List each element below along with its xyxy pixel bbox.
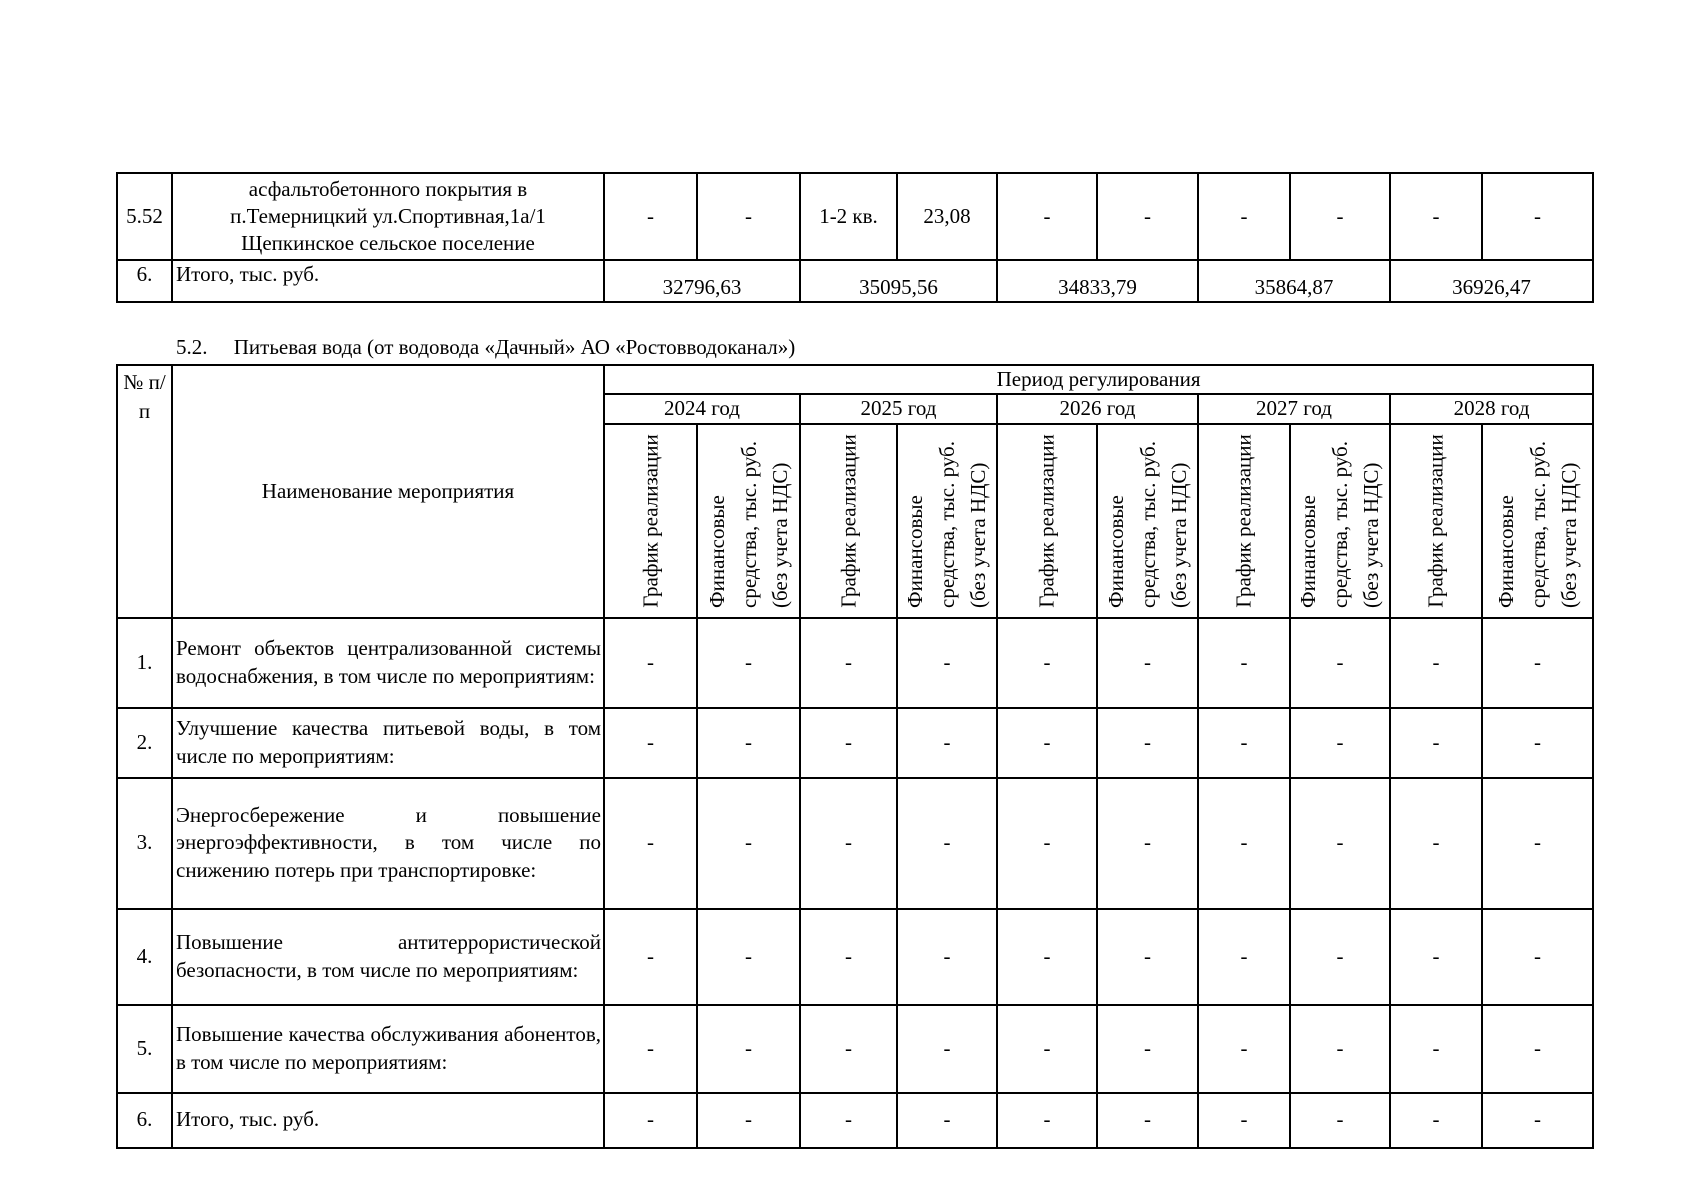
finance-cell: 23,08 <box>897 173 997 260</box>
measure-name: Повышение качества обслуживания абонентов, в том числе по мероприятиям: <box>172 1005 604 1093</box>
schedule-cell: - <box>604 708 697 778</box>
header-schedule: График реализации <box>1231 433 1256 608</box>
schedule-cell: - <box>1198 708 1290 778</box>
finance-cell: - <box>1290 909 1390 1005</box>
finance-cell: - <box>1097 1005 1198 1093</box>
schedule-cell: - <box>1198 618 1290 708</box>
finance-cell: - <box>697 618 800 708</box>
finance-cell: - <box>897 1005 997 1093</box>
table-row <box>117 618 1593 708</box>
header-number: № п/п <box>117 365 172 618</box>
finance-cell: - <box>1482 1005 1593 1093</box>
schedule-cell: - <box>800 708 897 778</box>
finance-cell: - <box>897 909 997 1005</box>
schedule-cell: 1-2 кв. <box>800 173 897 260</box>
table-row <box>117 708 1593 778</box>
measure-name: Итого, тыс. руб. <box>172 1093 604 1148</box>
schedule-cell: - <box>604 618 697 708</box>
header-finance: Финансовые средства, тыс. руб. (без учета НДС) <box>1493 440 1581 608</box>
header-finance-cell <box>697 424 800 618</box>
finance-cell: - <box>1482 909 1593 1005</box>
header-finance-cell <box>1482 424 1593 618</box>
measure-name: Энергосбережение и повышение энергоэффективности, в том числе по снижению потерь при транспортировке: <box>172 778 604 909</box>
finance-cell: - <box>897 708 997 778</box>
table-row-total <box>117 260 1593 302</box>
finance-cell: - <box>697 708 800 778</box>
measure-name-line: асфальтобетонного покрытия в <box>248 176 528 201</box>
schedule-cell: - <box>997 1093 1097 1148</box>
finance-cell: - <box>1097 708 1198 778</box>
header-schedule-cell <box>997 424 1097 618</box>
finance-cell: - <box>1290 1005 1390 1093</box>
finance-cell: - <box>897 1093 997 1148</box>
header-schedule-cell <box>604 424 697 618</box>
header-year-2028: 2028 год <box>1390 394 1593 423</box>
row-number: 1. <box>117 618 172 708</box>
header-schedule: График реализации <box>637 433 662 608</box>
schedule-cell: - <box>800 909 897 1005</box>
measure-name-line: Щепкинское сельское поселение <box>241 231 535 256</box>
finance-cell: - <box>1482 778 1593 909</box>
finance-cell: - <box>1290 173 1390 260</box>
row-number: 5.52 <box>117 173 172 260</box>
measure-name: Ремонт объектов централизованной системы водоснабжения, в том числе по мероприятиям: <box>172 618 604 708</box>
finance-cell: - <box>1482 173 1593 260</box>
row-number: 4. <box>117 909 172 1005</box>
schedule-cell: - <box>1390 1005 1482 1093</box>
header-year-2027: 2027 год <box>1198 394 1390 423</box>
header-schedule: График реализации <box>835 433 860 608</box>
finance-cell: - <box>1290 778 1390 909</box>
schedule-cell: - <box>997 708 1097 778</box>
total-2024: 32796,63 <box>604 260 800 302</box>
finance-cell: - <box>897 778 997 909</box>
row-number: 3. <box>117 778 172 909</box>
schedule-cell: - <box>997 909 1097 1005</box>
row-number: 2. <box>117 708 172 778</box>
header-finance-cell <box>1097 424 1198 618</box>
finance-cell: - <box>1097 1093 1198 1148</box>
continuation-table <box>116 172 1594 303</box>
header-schedule: График реализации <box>1423 433 1448 608</box>
finance-cell: - <box>1097 618 1198 708</box>
schedule-cell: - <box>604 173 697 260</box>
finance-cell: - <box>1097 778 1198 909</box>
measure-name <box>172 173 604 260</box>
row-number: 6. <box>117 1093 172 1148</box>
schedule-cell: - <box>1198 173 1290 260</box>
schedule-cell: - <box>604 1093 697 1148</box>
schedule-cell: - <box>997 618 1097 708</box>
header-year-2025: 2025 год <box>800 394 997 423</box>
header-finance-cell <box>1290 424 1390 618</box>
drinking-water-table <box>116 364 1594 1149</box>
header-measure-name: Наименование мероприятия <box>172 365 604 618</box>
finance-cell: - <box>1290 1093 1390 1148</box>
schedule-cell: - <box>1198 778 1290 909</box>
total-2027: 35864,87 <box>1198 260 1390 302</box>
schedule-cell: - <box>604 909 697 1005</box>
schedule-cell: - <box>800 1005 897 1093</box>
schedule-cell: - <box>1390 778 1482 909</box>
header-finance-cell <box>897 424 997 618</box>
schedule-cell: - <box>997 173 1097 260</box>
measure-name: Улучшение качества питьевой воды, в том числе по мероприятиям: <box>172 708 604 778</box>
finance-cell: - <box>1482 618 1593 708</box>
total-2025: 35095,56 <box>800 260 997 302</box>
measure-name: Повышение антитеррористической безопасности, в том числе по мероприятиям: <box>172 909 604 1005</box>
schedule-cell: - <box>800 778 897 909</box>
schedule-cell: - <box>1198 909 1290 1005</box>
finance-cell: - <box>1290 708 1390 778</box>
schedule-cell: - <box>1390 909 1482 1005</box>
row-number: 5. <box>117 1005 172 1093</box>
finance-cell: - <box>1097 909 1198 1005</box>
finance-cell: - <box>1482 708 1593 778</box>
finance-cell: - <box>1482 1093 1593 1148</box>
header-period: Период регулирования <box>604 365 1593 394</box>
schedule-cell: - <box>1390 1093 1482 1148</box>
header-year-2024: 2024 год <box>604 394 800 423</box>
finance-cell: - <box>697 1093 800 1148</box>
schedule-cell: - <box>1390 708 1482 778</box>
table-row <box>117 909 1593 1005</box>
header-finance: Финансовые средства, тыс. руб. (без учета НДС) <box>1295 440 1383 608</box>
header-schedule-cell <box>1390 424 1482 618</box>
header-schedule-cell <box>1198 424 1290 618</box>
table-row-total <box>117 1093 1593 1148</box>
header-finance: Финансовые средства, тыс. руб. (без учета НДС) <box>902 440 990 608</box>
header-row-period <box>117 365 1593 394</box>
table-row <box>117 778 1593 909</box>
schedule-cell: - <box>1198 1093 1290 1148</box>
finance-cell: - <box>697 1005 800 1093</box>
total-2028: 36926,47 <box>1390 260 1593 302</box>
table-row <box>117 173 1593 260</box>
schedule-cell: - <box>1390 173 1482 260</box>
section-title: 5.2. Питьевая вода (от водовода «Дачный» АО «Ростовводоканал») <box>176 335 796 359</box>
measure-name-line: п.Темерницкий ул.Спортивная,1а/1 <box>230 203 546 228</box>
schedule-cell: - <box>1198 1005 1290 1093</box>
row-number: 6. <box>117 260 172 302</box>
total-2026: 34833,79 <box>997 260 1198 302</box>
schedule-cell: - <box>997 778 1097 909</box>
header-schedule-cell <box>800 424 897 618</box>
header-year-2026: 2026 год <box>997 394 1198 423</box>
finance-cell: - <box>897 618 997 708</box>
measure-name: Итого, тыс. руб. <box>172 260 604 302</box>
schedule-cell: - <box>604 1005 697 1093</box>
finance-cell: - <box>1290 618 1390 708</box>
schedule-cell: - <box>800 1093 897 1148</box>
finance-cell: - <box>697 778 800 909</box>
header-schedule: График реализации <box>1034 433 1059 608</box>
header-finance: Финансовые средства, тыс. руб. (без учета НДС) <box>704 440 792 608</box>
finance-cell: - <box>1097 173 1198 260</box>
schedule-cell: - <box>800 618 897 708</box>
schedule-cell: - <box>997 1005 1097 1093</box>
finance-cell: - <box>697 909 800 1005</box>
schedule-cell: - <box>1390 618 1482 708</box>
finance-cell: - <box>697 173 800 260</box>
table-row <box>117 1005 1593 1093</box>
schedule-cell: - <box>604 778 697 909</box>
header-finance: Финансовые средства, тыс. руб. (без учета НДС) <box>1103 440 1191 608</box>
